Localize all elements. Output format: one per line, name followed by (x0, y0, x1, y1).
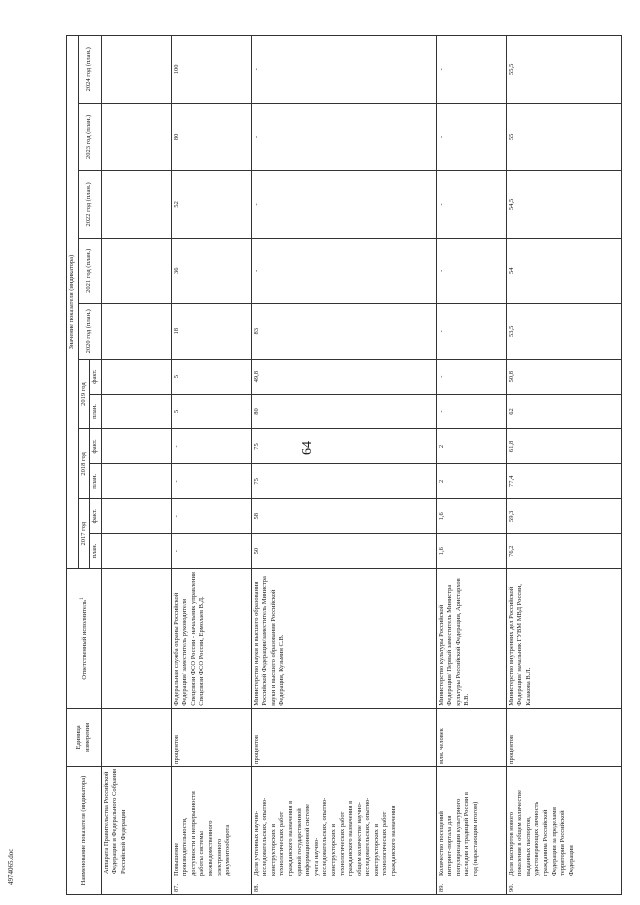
header-unit: Единица измерения (67, 708, 102, 766)
indicator-name: Повышение производительности, доступности и непрерывности работы системы межведомственного электронного документооборота (172, 791, 232, 876)
indicator-name: Доля учтенных научно-исследовательских, опытно-конструкторских и технологических работ гражданского назначения в единой государственной информационной системе учета научно-исследовательских, опытно-конструкторских и технологических работ гражданского назначения в общем количестве научно-исследовательских, опытно-конструкторских и технологических работ гражданского назначения (252, 797, 397, 876)
value-cell: - (171, 429, 251, 464)
value-cell: - (436, 171, 506, 239)
value-cell: - (436, 394, 506, 429)
table-row (436, 36, 506, 895)
value-cell: 54,5 (506, 171, 621, 239)
indicator-cell (171, 766, 251, 894)
indicators-table (66, 35, 622, 895)
header-2017-plan: план. (90, 534, 102, 569)
value-cell: 18 (171, 303, 251, 359)
continuation-row (101, 36, 171, 895)
page-number: 64 (300, 441, 315, 455)
row-number: 88. (252, 883, 260, 892)
value-cell: 5 (171, 394, 251, 429)
table-row (506, 36, 621, 895)
value-cell: - (251, 36, 436, 104)
header-2021: 2021 год (план.) (78, 238, 101, 303)
table-header (67, 36, 102, 895)
header-2017-fact: факт. (90, 499, 102, 534)
value-cell: - (436, 238, 506, 303)
indicator-name: Количество посещений интернет-портала для популяризации культурного наследия и традиций России в год (нарастающим итогом) (437, 792, 480, 876)
header-2019-fact: факт. (90, 359, 102, 394)
row-number: 90. (507, 883, 515, 892)
value-cell: 75 (251, 464, 436, 499)
value-cell: 50 (251, 534, 436, 569)
table-row (171, 36, 251, 895)
responsible-cell: Министерство внутренних дел Российской Федерации/ начальник ГУВМ МВД России, Казакова В.Л. (506, 569, 621, 709)
header-2022: 2022 год (план.) (78, 171, 101, 239)
value-cell: - (251, 238, 436, 303)
value-cell: 50,8 (506, 359, 621, 394)
value-cell: - (251, 103, 436, 171)
value-cell: 61,8 (506, 429, 621, 464)
value-cell: 59,3 (506, 499, 621, 534)
unit-cell: млн. человек (436, 708, 506, 766)
value-cell: 80 (251, 394, 436, 429)
indicator-name: Доля паспортов нового поколения в общем количестве выданных паспортов, удостоверяющих личность гражданина Российской Федерации за пределами территории Российской Федерации (507, 790, 575, 876)
header-2019: 2019 год (78, 359, 90, 429)
value-cell: - (436, 359, 506, 394)
header-2019-plan: план. (90, 394, 102, 429)
rotated-page-content (66, 35, 606, 895)
value-cell: 100 (171, 36, 251, 104)
header-2024: 2024 год (план.) (78, 36, 101, 104)
value-cell: 49,8 (251, 359, 436, 394)
header-name: Наименование показателя (индикатора) (67, 766, 102, 894)
indicator-cell (251, 766, 436, 894)
unit-cell: процентов (506, 708, 621, 766)
value-cell: 5 (171, 359, 251, 394)
value-cell: 83 (251, 303, 436, 359)
value-cell: 75 (251, 429, 436, 464)
header-2020: 2020 год (план.) (78, 303, 101, 359)
value-cell: 62 (506, 394, 621, 429)
header-2018-fact: факт. (90, 429, 102, 464)
value-cell: 80 (171, 103, 251, 171)
value-cell: 53,5 (506, 303, 621, 359)
responsible-cell: Федеральная служба охраны Российской Федерации/ заместитель руководителя Спецсвязи ФСО России - начальник управления Спецсвязи ФСО России, Ермолаев В.Д. (171, 569, 251, 709)
indicator-cell (436, 766, 506, 894)
value-cell: 2 (436, 429, 506, 464)
value-cell: 76,2 (506, 534, 621, 569)
footer-document-code: 4974065.doc (7, 848, 15, 885)
value-cell: 54 (506, 238, 621, 303)
value-cell: - (171, 534, 251, 569)
value-cell: 2 (436, 464, 506, 499)
value-cell: 1,6 (436, 534, 506, 569)
continuation-text: Аппарата Правительства Российской Федерации и Федерального Собрания Российской Федерации (101, 766, 171, 894)
value-cell: - (436, 103, 506, 171)
header-values: Значение показателя (индикатора) (67, 36, 79, 569)
value-cell: 55 (506, 103, 621, 171)
value-cell: 1,6 (436, 499, 506, 534)
header-responsible: Ответственный исполнитель$^1$ (67, 569, 102, 709)
header-2018-plan: план. (90, 464, 102, 499)
table-body (101, 36, 621, 895)
row-number: 89. (437, 883, 445, 892)
value-cell: 55,5 (506, 36, 621, 104)
value-cell: 77,4 (506, 464, 621, 499)
value-cell: - (171, 499, 251, 534)
responsible-cell: Министерство культуры Российской Федерации/ Первый заместитель Министра культуры Российской Федерации, Аристархов В.В. (436, 569, 506, 709)
value-cell: 58 (251, 499, 436, 534)
responsible-cell: Министерство науки и высшего образования Российской Федерации/заместитель Министра науки и высшего образования Российской Федерации, Кузьмин С.В. (251, 569, 436, 709)
row-number: 87. (172, 883, 180, 892)
value-cell: 52 (171, 171, 251, 239)
unit-cell: процентов (251, 708, 436, 766)
header-2017: 2017 год (78, 499, 90, 569)
indicator-cell (506, 766, 621, 894)
value-cell: - (436, 36, 506, 104)
unit-cell: процентов (171, 708, 251, 766)
header-2023: 2023 год (план.) (78, 103, 101, 171)
value-cell: - (436, 303, 506, 359)
value-cell: - (251, 171, 436, 239)
value-cell: 36 (171, 238, 251, 303)
table-row (251, 36, 436, 895)
value-cell: - (171, 464, 251, 499)
header-2018: 2018 год (78, 429, 90, 499)
